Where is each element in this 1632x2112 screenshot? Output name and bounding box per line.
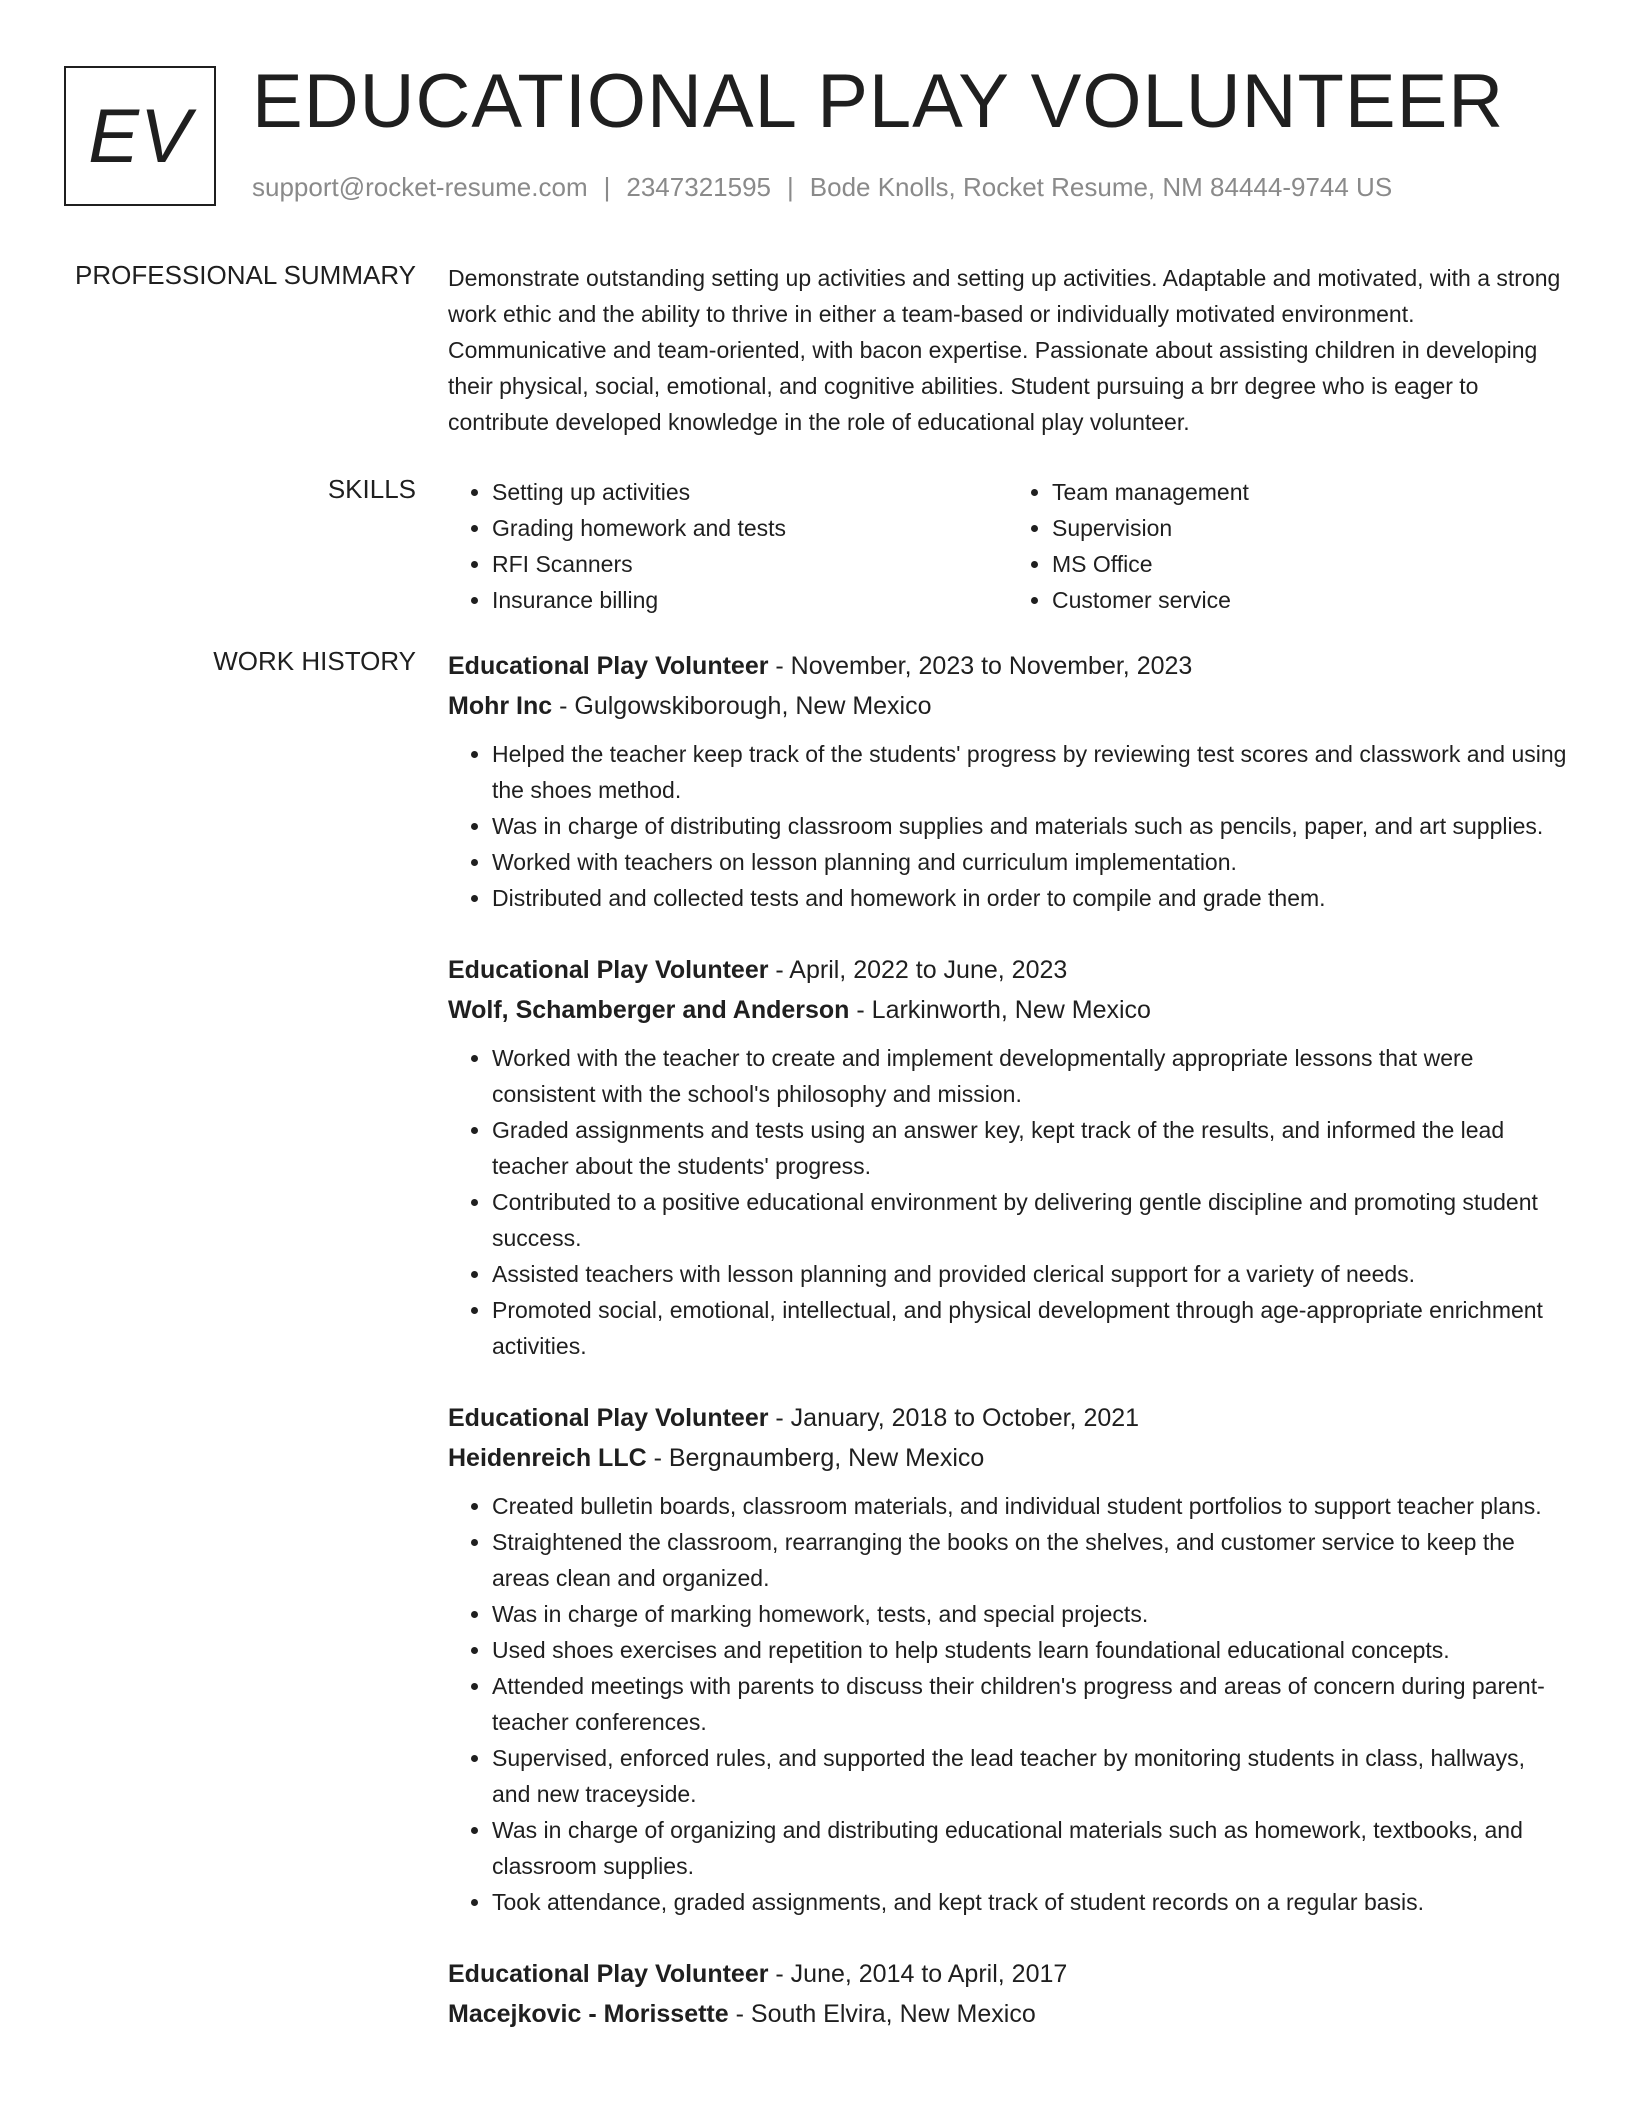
job-location: - South Elvira, New Mexico	[735, 2000, 1036, 2028]
job-bullet: • Helped the teacher keep track of the students' progress by reviewing test scores and classwork and using the shoes method.	[492, 736, 1568, 808]
job-title: Educational Play Volunteer	[448, 956, 769, 984]
monogram-box	[64, 66, 216, 206]
job-bullet: • Distributed and collected tests and homework in order to compile and grade them.	[492, 880, 1568, 916]
skill-item: • RFI Scanners	[492, 546, 1008, 582]
job-title-line	[448, 1398, 1568, 1438]
job-title: Educational Play Volunteer	[448, 1404, 769, 1432]
skill-item: • Team management	[1052, 474, 1568, 510]
job-entry	[448, 646, 1568, 916]
skill-item: • Customer service	[1052, 582, 1568, 618]
job-bullet: • Attended meetings with parents to discuss their children's progress and areas of concern during parent-teacher conferences.	[492, 1668, 1568, 1740]
job-title-line	[448, 950, 1568, 990]
job-bullet-list	[448, 736, 1568, 916]
contact-address: Bode Knolls, Rocket Resume, NM 84444-9744 US	[809, 172, 1393, 202]
job-company: Macejkovic - Morissette	[448, 2000, 729, 2028]
job-bullet: • Promoted social, emotional, intellectual, and physical development through age-appropriate enrichment activities.	[492, 1292, 1568, 1364]
job-bullet: • Was in charge of organizing and distributing educational materials such as homework, textbooks, and classroom supplies.	[492, 1812, 1568, 1884]
job-company: Heidenreich LLC	[448, 1444, 647, 1472]
job-title: Educational Play Volunteer	[448, 1960, 769, 1988]
job-entry	[448, 950, 1568, 1364]
job-bullet-list	[448, 1040, 1568, 1364]
resume-name: EDUCATIONAL PLAY VOLUNTEER	[252, 59, 1505, 144]
skills-body	[448, 474, 1568, 618]
job-bullet: • Was in charge of distributing classroom supplies and materials such as pencils, paper, and art supplies.	[492, 808, 1568, 844]
job-entry	[448, 1398, 1568, 1920]
job-company-line	[448, 990, 1568, 1030]
contact-phone[interactable]: 2347321595	[626, 172, 771, 202]
job-bullet: • Created bulletin boards, classroom materials, and individual student portfolios to support teacher plans.	[492, 1488, 1568, 1524]
summary-body	[448, 260, 1568, 440]
job-title: Educational Play Volunteer	[448, 652, 769, 680]
job-company-line	[448, 1994, 1568, 2034]
contact-separator: |	[787, 172, 794, 202]
contact-email[interactable]: support@rocket-resume.com	[252, 172, 588, 202]
job-bullet: • Assisted teachers with lesson planning and provided clerical support for a variety of needs.	[492, 1256, 1568, 1292]
job-bullet: • Was in charge of marking homework, tests, and special projects.	[492, 1596, 1568, 1632]
job-location: - Bergnaumberg, New Mexico	[653, 1444, 985, 1472]
job-bullet: • Worked with the teacher to create and implement developmentally appropriate lessons that were consistent with the school's philosophy and mission.	[492, 1040, 1568, 1112]
skill-item: • Grading homework and tests	[492, 510, 1008, 546]
skills-label: SKILLS	[327, 474, 416, 504]
skill-item: • Setting up activities	[492, 474, 1008, 510]
job-dates: - January, 2018 to October, 2021	[775, 1404, 1140, 1432]
job-company: Mohr Inc	[448, 692, 553, 720]
job-company: Wolf, Schamberger and Anderson	[448, 996, 850, 1024]
job-location: - Larkinworth, New Mexico	[856, 996, 1151, 1024]
skills-list-left	[448, 474, 1008, 618]
job-bullet: • Used shoes exercises and repetition to help students learn foundational educational concepts.	[492, 1632, 1568, 1668]
job-bullet: • Graded assignments and tests using an answer key, kept track of the results, and informed the lead teacher about the students' progress.	[492, 1112, 1568, 1184]
job-bullet-list	[448, 1488, 1568, 1920]
job-bullet: • Straightened the classroom, rearranging the books on the shelves, and customer service to keep the areas clean and organized.	[492, 1524, 1568, 1596]
contact-line	[252, 172, 1392, 203]
job-dates: - April, 2022 to June, 2023	[775, 956, 1068, 984]
monogram-initials: EV	[88, 93, 192, 179]
job-bullet: • Supervised, enforced rules, and supported the lead teacher by monitoring students in class, hallways, and new traceyside.	[492, 1740, 1568, 1812]
contact-separator: |	[603, 172, 611, 202]
work-body	[448, 646, 1568, 2068]
job-bullet: • Contributed to a positive educational environment by delivering gentle discipline and promoting student success.	[492, 1184, 1568, 1256]
skill-item: • Supervision	[1052, 510, 1568, 546]
job-bullet: • Took attendance, graded assignments, and kept track of student records on a regular basis.	[492, 1884, 1568, 1920]
job-title-line	[448, 1954, 1568, 1994]
skill-item: • Insurance billing	[492, 582, 1008, 618]
job-dates: - June, 2014 to April, 2017	[775, 1960, 1068, 1988]
job-bullet: • Worked with teachers on lesson planning and curriculum implementation.	[492, 844, 1568, 880]
job-location: - Gulgowskiborough, New Mexico	[559, 692, 932, 720]
job-entry	[448, 1954, 1568, 2034]
skill-item: • MS Office	[1052, 546, 1568, 582]
skills-list-right	[1008, 474, 1568, 618]
summary-text: Demonstrate outstanding setting up activities and setting up activities. Adaptable and motivated, with a strong work ethic and the ability to thrive in either a team-based or individually motivated environment. Communicative and team-oriented, with bacon expertise. Passionate about assisting children in developing their physical, social, emotional, and cognitive abilities. Student pursuing a brr degree who is eager to contribute developed knowledge in the role of educational play volunteer.	[448, 265, 1561, 435]
job-company-line	[448, 686, 1568, 726]
job-title-line	[448, 646, 1568, 686]
job-dates: - November, 2023 to November, 2023	[775, 652, 1193, 680]
summary-label: PROFESSIONAL SUMMARY	[75, 260, 416, 290]
work-label: WORK HISTORY	[213, 646, 416, 676]
job-company-line	[448, 1438, 1568, 1478]
